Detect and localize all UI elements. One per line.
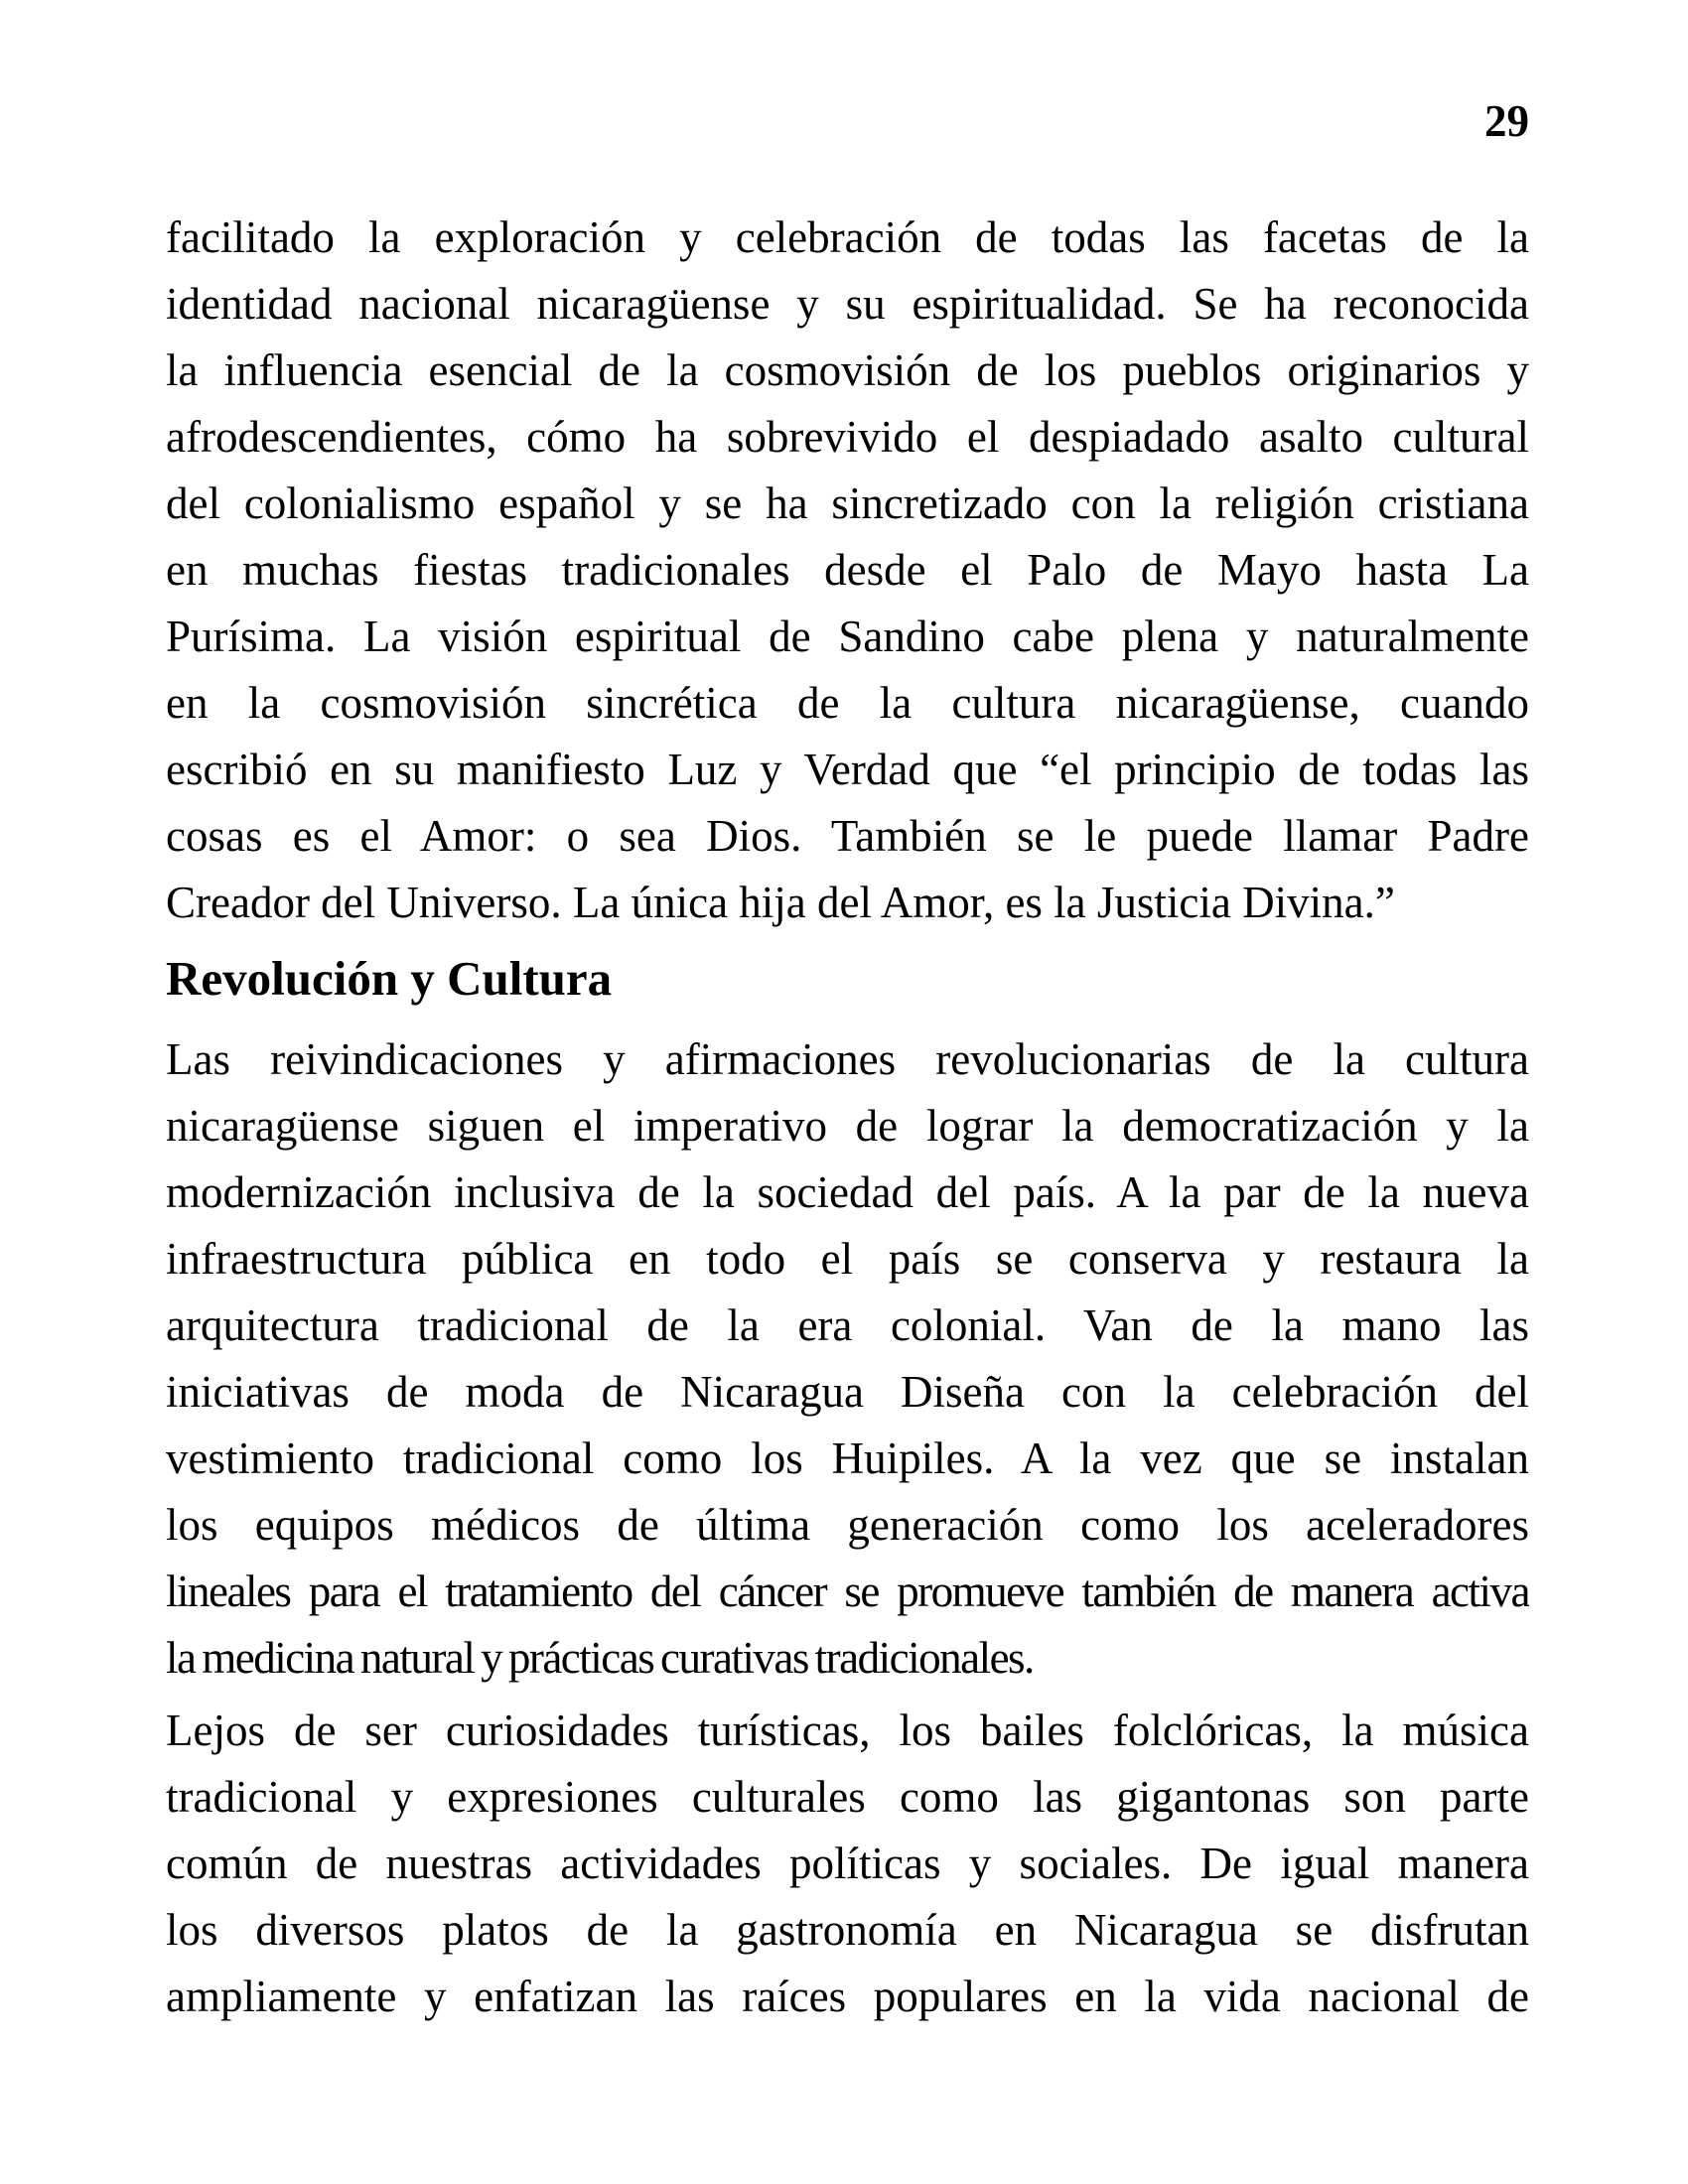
text-line: escribió en su manifiesto Luz y Verdad que “el principio de todas las [166,745,1529,794]
text-line: tradicional y expresiones culturales como las gigantonas son parte [166,1772,1529,1822]
page-content [166,0,1529,2184]
text-line: común de nuestras actividades políticas y sociales. De igual manera [166,1839,1529,1888]
text-line: del colonialismo español y se ha sincretizado con la religión cristiana [166,478,1529,528]
text-line: Lejos de ser curiosidades turísticas, los bailes folclóricas, la música [166,1706,1529,1755]
text-line: nicaragüense siguen el imperativo de lograr la democratización y la [166,1101,1529,1151]
text-line: Las reivindicaciones y afirmaciones revolucionarias de la cultura [166,1034,1529,1084]
text-line: iniciativas de moda de Nicaragua Diseña con la celebración del [166,1367,1529,1417]
text-line: vestimiento tradicional como los Huipiles. A la vez que se instalan [166,1433,1529,1483]
text-line: modernización inclusiva de la sociedad del país. A la par de la nueva [166,1167,1529,1217]
text-line: los equipos médicos de última generación como los aceleradores [166,1500,1529,1550]
text-line: facilitado la exploración y celebración de todas las facetas de la [166,212,1529,262]
paragraph [166,1026,1529,1692]
text-line: arquitectura tradicional de la era colonial. Van de la mano las [166,1300,1529,1350]
section-heading: Revolución y Cultura [166,951,613,1006]
text-line: identidad nacional nicaragüense y su espiritualidad. Se ha reconocida [166,279,1529,329]
paragraph [166,1698,1529,2030]
text-line: en muchas fiestas tradicionales desde el Palo de Mayo hasta La [166,545,1529,595]
text-line: Creador del Universo. La única hija del Amor, es la Justicia Divina.” [166,878,1395,927]
text-line: la medicina natural y prácticas curativas tradicionales. [166,1633,1034,1683]
text-line: infraestructura pública en todo el país se conserva y restaura la [166,1234,1529,1284]
text-line: Purísima. La visión espiritual de Sandino cabe plena y naturalmente [166,612,1529,661]
text-line: en la cosmovisión sincrética de la cultura nicaragüense, cuando [166,678,1529,728]
paragraph [166,205,1529,936]
page-number: 29 [1484,96,1529,146]
text-line: ampliamente y enfatizan las raíces populares en la vida nacional de [166,1972,1529,2021]
text-line: afrodescendientes, cómo ha sobrevivido el despiadado asalto cultural [166,412,1529,462]
text-line: los diversos platos de la gastronomía en Nicaragua se disfrutan [166,1905,1529,1955]
text-line: lineales para el tratamiento del cáncer se promueve también de manera activa [166,1567,1529,1616]
text-line: la influencia esencial de la cosmovisión de los pueblos originarios y [166,345,1529,395]
text-line: cosas es el Amor: o sea Dios. También se le puede llamar Padre [166,811,1529,861]
